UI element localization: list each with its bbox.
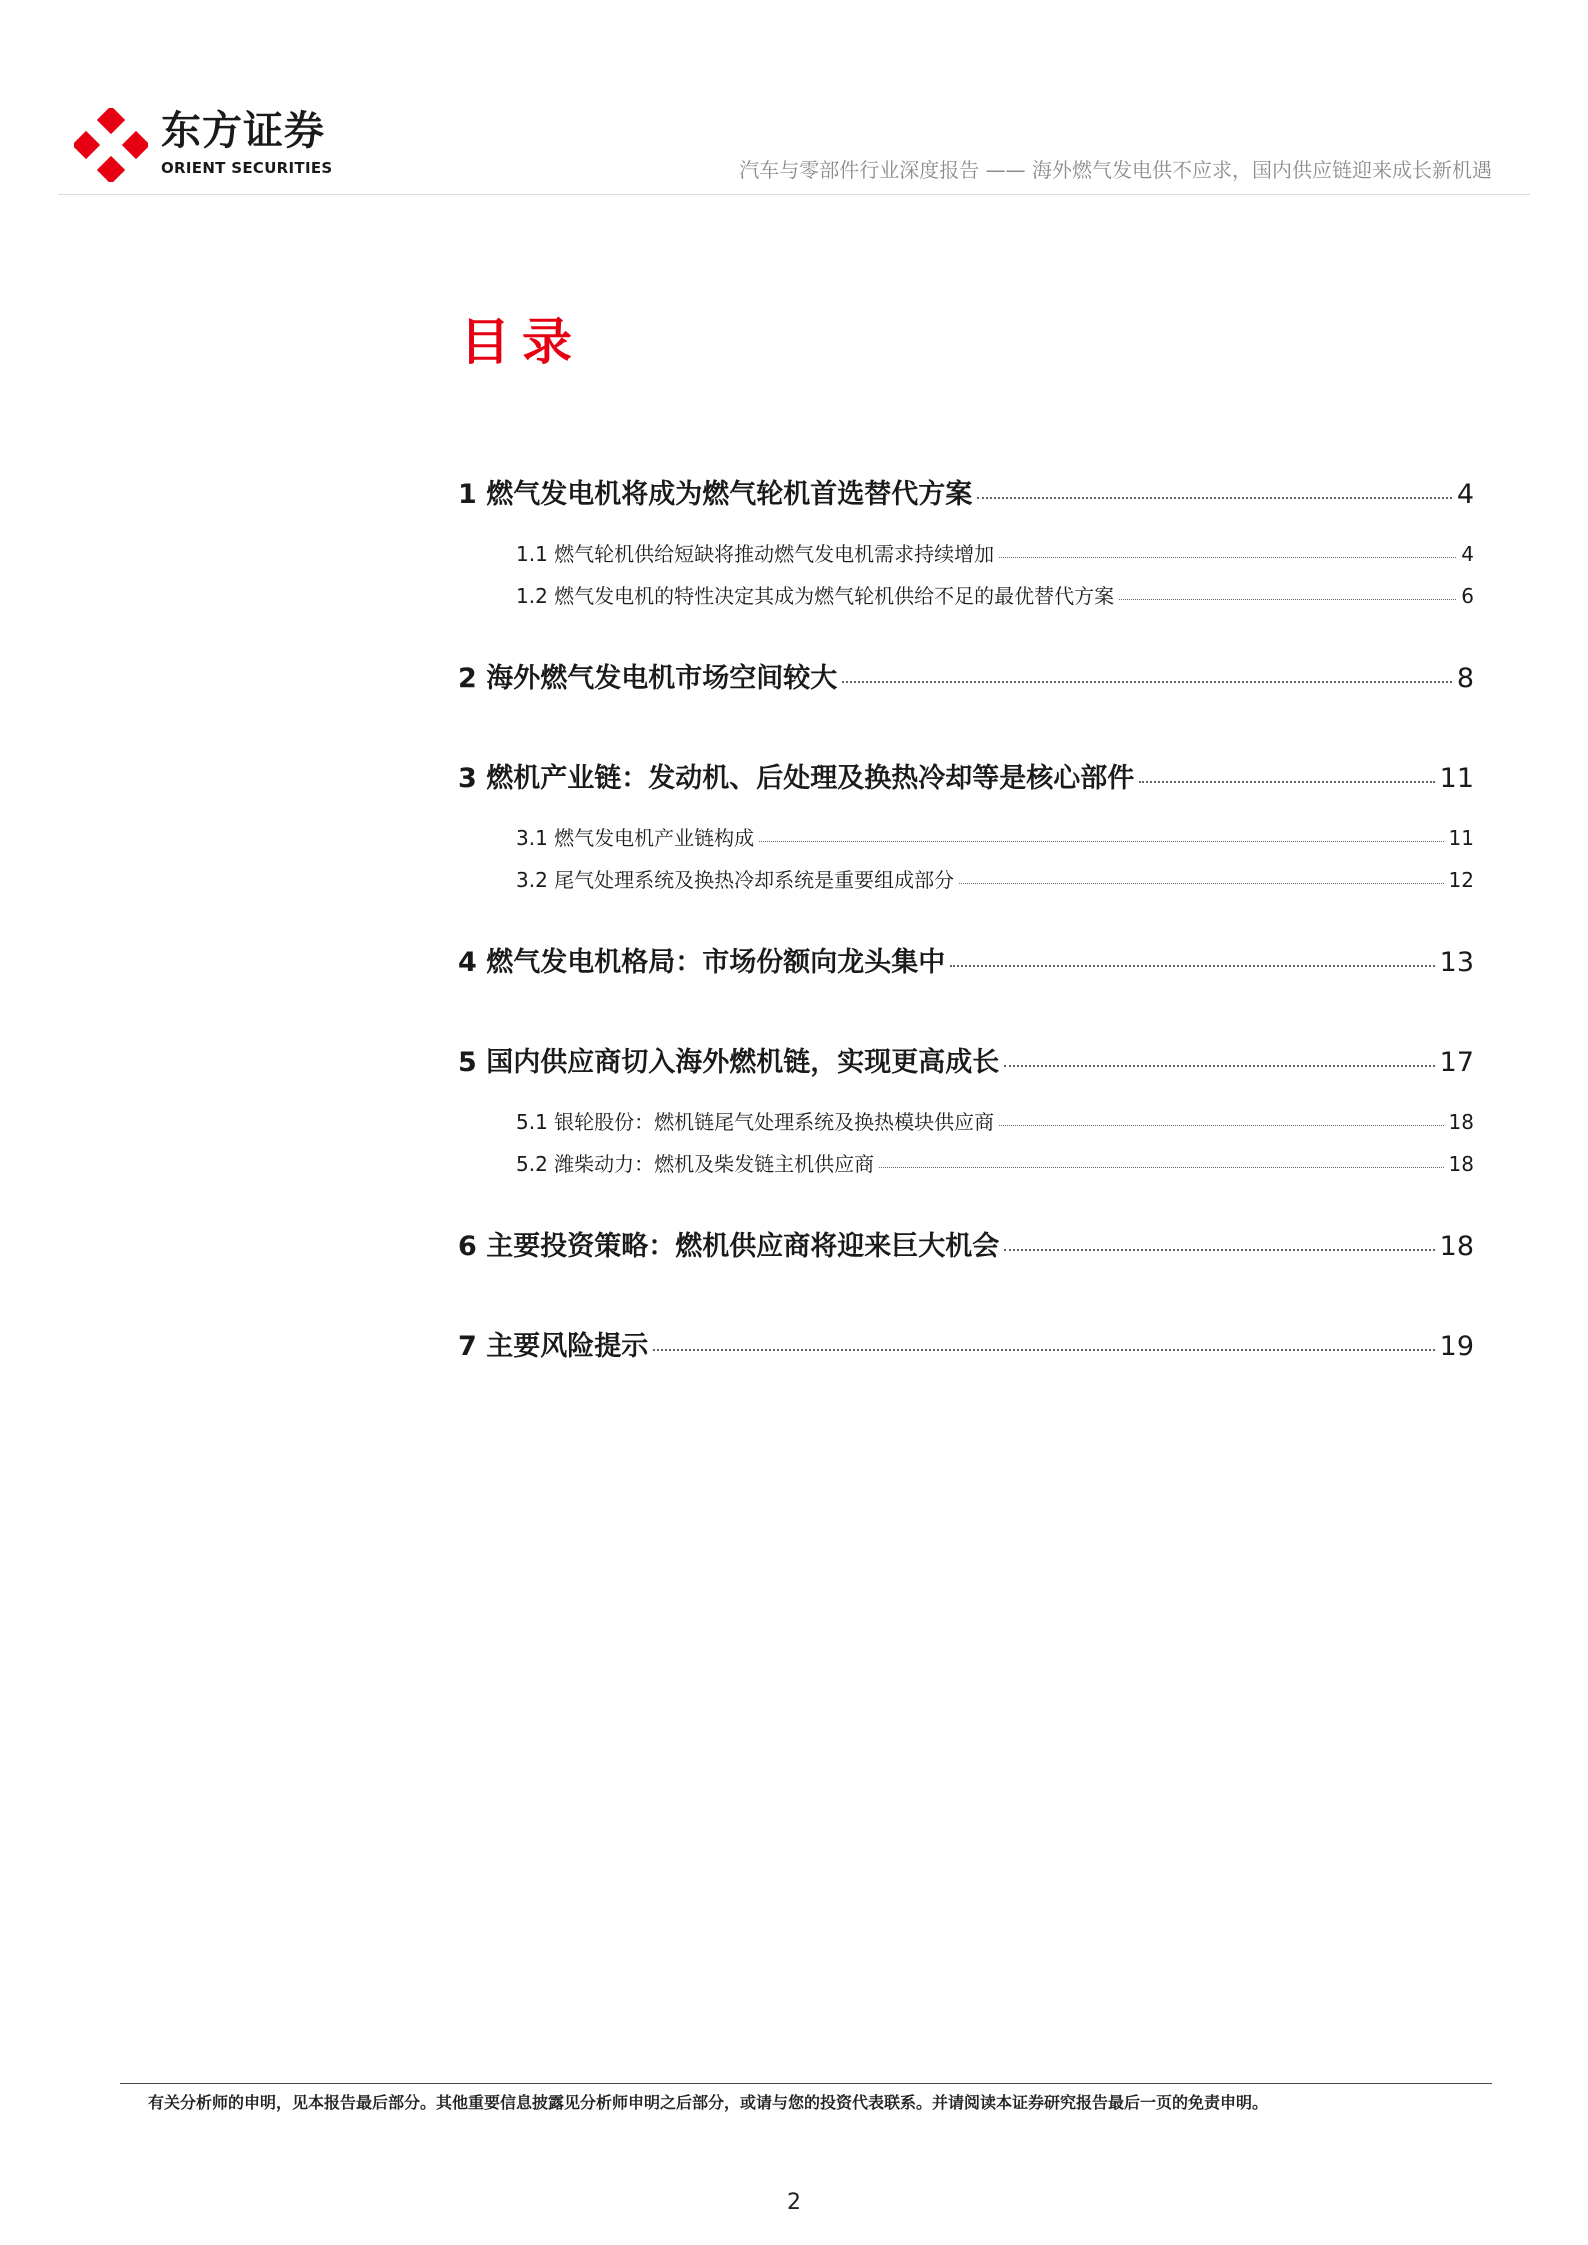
toc-entry-text: 燃机产业链：发动机、后处理及换热冷却等是核心部件 xyxy=(486,763,1135,794)
toc-entry-text: 潍柴动力：燃机及柴发链主机供应商 xyxy=(554,1152,875,1176)
toc-entry-1[interactable] xyxy=(458,472,1474,511)
toc-entry-page: 11 xyxy=(1439,763,1474,794)
toc-leader-dots xyxy=(977,497,1452,499)
toc-entry-1-1[interactable] xyxy=(516,538,1474,567)
toc-entry-3-1[interactable] xyxy=(516,822,1474,851)
toc-leader-dots xyxy=(879,1167,1443,1168)
toc-entry-5-2[interactable] xyxy=(516,1148,1474,1177)
toc-entry-6[interactable] xyxy=(458,1224,1474,1263)
toc-entry-3[interactable] xyxy=(458,756,1474,795)
toc-title: 目录 xyxy=(460,313,584,371)
toc-entry-text: 主要风险提示 xyxy=(486,1331,649,1362)
toc-leader-dots xyxy=(950,965,1434,967)
toc-entry-number: 5 xyxy=(458,1047,477,1078)
toc-leader-dots xyxy=(653,1349,1434,1351)
toc-entry-text: 银轮股份：燃机链尾气处理系统及换热模块供应商 xyxy=(554,1110,995,1134)
toc-entry-number: 3.2 xyxy=(516,868,548,892)
toc-entry-number: 3.1 xyxy=(516,826,548,850)
toc-entry-page: 12 xyxy=(1448,868,1474,892)
header-divider xyxy=(58,194,1530,195)
toc-entry-number: 7 xyxy=(458,1331,477,1362)
toc-leader-dots xyxy=(759,841,1443,842)
toc-entry-text: 尾气处理系统及换热冷却系统是重要组成部分 xyxy=(554,868,955,892)
toc-entry-number: 4 xyxy=(458,947,477,978)
toc-entry-number: 6 xyxy=(458,1231,477,1262)
toc-entry-page: 4 xyxy=(1456,479,1474,510)
toc-entry-page: 13 xyxy=(1439,947,1474,978)
toc-entry-page: 17 xyxy=(1439,1047,1474,1078)
footer-divider xyxy=(120,2083,1492,2084)
toc-entry-page: 6 xyxy=(1461,584,1474,608)
toc-leader-dots xyxy=(1004,1065,1434,1067)
page-number: 2 xyxy=(787,2190,801,2215)
orient-securities-logo-icon xyxy=(74,108,148,182)
toc-entry-page: 4 xyxy=(1461,542,1474,566)
toc-entry-text: 燃气发电机产业链构成 xyxy=(554,826,755,850)
toc-entry-7[interactable] xyxy=(458,1324,1474,1363)
toc-entry-text: 国内供应商切入海外燃机链，实现更高成长 xyxy=(486,1047,1000,1078)
toc-leader-dots xyxy=(999,1125,1443,1126)
toc-entry-2[interactable] xyxy=(458,656,1474,695)
toc-entry-3-2[interactable] xyxy=(516,864,1474,893)
toc-entry-text: 海外燃气发电机市场空间较大 xyxy=(486,663,838,694)
toc-entry-page: 18 xyxy=(1448,1110,1474,1134)
toc-entry-number: 1 xyxy=(458,479,477,510)
toc-leader-dots xyxy=(1004,1249,1434,1251)
toc-entry-text: 燃气发电机将成为燃气轮机首选替代方案 xyxy=(486,479,973,510)
toc-entry-5[interactable] xyxy=(458,1040,1474,1079)
footer-disclaimer: 有关分析师的申明，见本报告最后部分。其他重要信息披露见分析师申明之后部分，或请与您的投资代表联系。并请阅读本证券研究报告最后一页的免责申明。 xyxy=(148,2093,1269,2112)
toc-leader-dots xyxy=(1139,781,1434,783)
report-header-title: 汽车与零部件行业深度报告 —— 海外燃气发电供不应求，国内供应链迎来成长新机遇 xyxy=(739,158,1492,182)
toc-entry-text: 主要投资策略：燃机供应商将迎来巨大机会 xyxy=(486,1231,1000,1262)
toc-entry-text: 燃气轮机供给短缺将推动燃气发电机需求持续增加 xyxy=(554,542,995,566)
toc-entry-number: 1.2 xyxy=(516,584,548,608)
toc-leader-dots xyxy=(959,883,1443,884)
toc-entry-text: 燃气发电机格局：市场份额向龙头集中 xyxy=(486,947,946,978)
toc-leader-dots xyxy=(1119,599,1456,600)
toc-entry-number: 3 xyxy=(458,763,477,794)
toc-entry-4[interactable] xyxy=(458,940,1474,979)
toc-entry-page: 8 xyxy=(1456,663,1474,694)
toc-entry-number: 5.2 xyxy=(516,1152,548,1176)
logo-chinese-name: 东方证券 xyxy=(161,108,325,154)
toc-entry-page: 18 xyxy=(1448,1152,1474,1176)
toc-entry-page: 18 xyxy=(1439,1231,1474,1262)
toc-entry-1-2[interactable] xyxy=(516,580,1474,609)
logo-english-name: ORIENT SECURITIES xyxy=(161,159,333,177)
toc-entry-page: 11 xyxy=(1448,826,1474,850)
toc-entry-number: 2 xyxy=(458,663,477,694)
toc-entry-number: 1.1 xyxy=(516,542,548,566)
toc-entry-text: 燃气发电机的特性决定其成为燃气轮机供给不足的最优替代方案 xyxy=(554,584,1115,608)
toc-entry-5-1[interactable] xyxy=(516,1106,1474,1135)
toc-leader-dots xyxy=(842,681,1452,683)
toc-entry-page: 19 xyxy=(1439,1331,1474,1362)
toc-entry-number: 5.1 xyxy=(516,1110,548,1134)
toc-leader-dots xyxy=(999,557,1456,558)
